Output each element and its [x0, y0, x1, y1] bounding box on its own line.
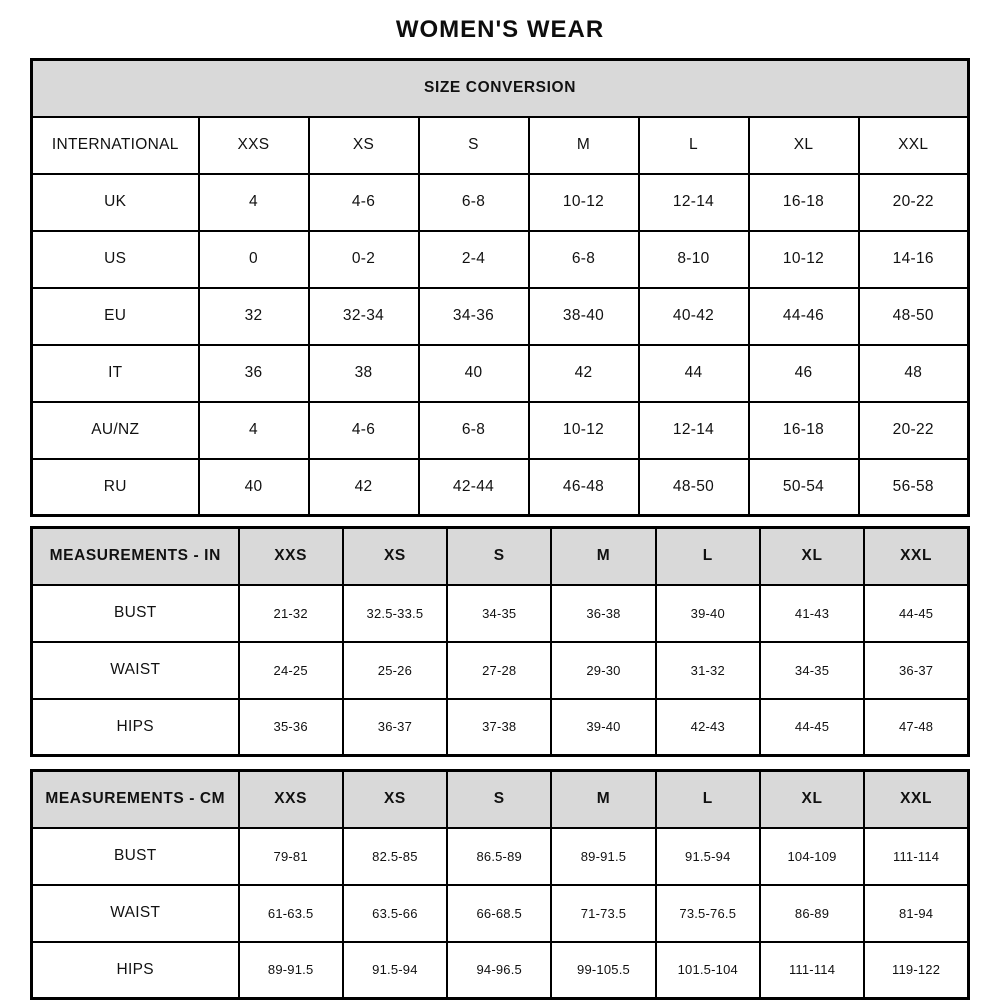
table-row [32, 288, 969, 345]
size-conversion-header: SIZE CONVERSION [32, 60, 969, 117]
measurement-cell: 31-32 [656, 642, 760, 699]
size-column-header: XL [760, 771, 864, 828]
size-cell: 44 [639, 345, 749, 402]
size-cell: 40 [419, 345, 529, 402]
measurement-cell: 94-96.5 [447, 942, 551, 999]
measurement-cell: 111-114 [864, 828, 968, 885]
measurement-cell: 44-45 [760, 699, 864, 756]
measurement-cell: 63.5-66 [343, 885, 447, 942]
size-column-header: L [656, 771, 760, 828]
table-row [32, 402, 969, 459]
measurement-cell: 41-43 [760, 585, 864, 642]
measurement-cell: 86.5-89 [447, 828, 551, 885]
measurement-cell: 35-36 [239, 699, 343, 756]
table-row [32, 885, 969, 942]
size-column-header: M [551, 528, 655, 585]
column-header-international: INTERNATIONAL [32, 117, 199, 174]
table-row [32, 828, 969, 885]
row-label: RU [32, 459, 199, 516]
measurement-cell: 24-25 [239, 642, 343, 699]
measurements-cm-table [30, 769, 970, 1000]
measurement-cell: 91.5-94 [656, 828, 760, 885]
measurement-cell: 39-40 [656, 585, 760, 642]
measurement-cell: 36-38 [551, 585, 655, 642]
table-row [32, 60, 969, 117]
size-column-header: XXS [239, 771, 343, 828]
measurement-cell: 25-26 [343, 642, 447, 699]
measurement-cell: 34-35 [447, 585, 551, 642]
size-cell: 14-16 [859, 231, 969, 288]
size-column-header: XS [343, 771, 447, 828]
size-cell: 50-54 [749, 459, 859, 516]
size-cell: 0 [199, 231, 309, 288]
size-cell: 48 [859, 345, 969, 402]
table-row [32, 117, 969, 174]
measurement-cell: 86-89 [760, 885, 864, 942]
size-cell: 42 [529, 345, 639, 402]
row-label: WAIST [32, 885, 239, 942]
measurement-cell: 81-94 [864, 885, 968, 942]
size-column-header: XL [749, 117, 859, 174]
size-column-header: XXL [864, 528, 968, 585]
size-cell: 16-18 [749, 174, 859, 231]
table-row [32, 642, 969, 699]
size-cell: 2-4 [419, 231, 529, 288]
table-row [32, 174, 969, 231]
table-row [32, 585, 969, 642]
size-cell: 46-48 [529, 459, 639, 516]
table-row [32, 699, 969, 756]
measurement-cell: 104-109 [760, 828, 864, 885]
size-cell: 20-22 [859, 402, 969, 459]
size-column-header: XXL [864, 771, 968, 828]
measurement-cell: 89-91.5 [551, 828, 655, 885]
size-column-header: XS [309, 117, 419, 174]
table-row [32, 771, 969, 828]
size-column-header: S [447, 528, 551, 585]
measurement-cell: 111-114 [760, 942, 864, 999]
size-cell: 6-8 [419, 402, 529, 459]
size-column-header: L [639, 117, 749, 174]
size-cell: 4 [199, 174, 309, 231]
row-label: BUST [32, 585, 239, 642]
measurement-cell: 39-40 [551, 699, 655, 756]
size-cell: 32-34 [309, 288, 419, 345]
size-conversion-table [30, 58, 970, 517]
measurement-cell: 37-38 [447, 699, 551, 756]
row-label: AU/NZ [32, 402, 199, 459]
measurement-cell: 119-122 [864, 942, 968, 999]
size-cell: 38-40 [529, 288, 639, 345]
size-cell: 44-46 [749, 288, 859, 345]
size-column-header: XXS [199, 117, 309, 174]
size-column-header: XXS [239, 528, 343, 585]
size-column-header: XS [343, 528, 447, 585]
size-cell: 6-8 [529, 231, 639, 288]
size-cell: 32 [199, 288, 309, 345]
size-cell: 56-58 [859, 459, 969, 516]
row-label: WAIST [32, 642, 239, 699]
size-cell: 46 [749, 345, 859, 402]
measurement-cell: 32.5-33.5 [343, 585, 447, 642]
size-cell: 10-12 [529, 402, 639, 459]
measurement-cell: 36-37 [343, 699, 447, 756]
measurement-cell: 42-43 [656, 699, 760, 756]
size-cell: 4-6 [309, 402, 419, 459]
size-cell: 10-12 [749, 231, 859, 288]
measurement-cell: 71-73.5 [551, 885, 655, 942]
size-column-header: L [656, 528, 760, 585]
measurements-in-table [30, 526, 970, 757]
size-cell: 40-42 [639, 288, 749, 345]
measurement-cell: 27-28 [447, 642, 551, 699]
size-column-header: XL [760, 528, 864, 585]
size-cell: 40 [199, 459, 309, 516]
measurement-cell: 101.5-104 [656, 942, 760, 999]
measurement-cell: 82.5-85 [343, 828, 447, 885]
table-row [32, 231, 969, 288]
size-column-header: XXL [859, 117, 969, 174]
size-cell: 8-10 [639, 231, 749, 288]
size-cell: 16-18 [749, 402, 859, 459]
size-cell: 34-36 [419, 288, 529, 345]
row-label: EU [32, 288, 199, 345]
size-cell: 12-14 [639, 174, 749, 231]
measurement-cell: 79-81 [239, 828, 343, 885]
size-cell: 42 [309, 459, 419, 516]
size-cell: 4-6 [309, 174, 419, 231]
measurement-cell: 36-37 [864, 642, 968, 699]
size-cell: 4 [199, 402, 309, 459]
row-label: BUST [32, 828, 239, 885]
table-row [32, 345, 969, 402]
row-label: IT [32, 345, 199, 402]
size-cell: 48-50 [859, 288, 969, 345]
measurements-cm-header: MEASUREMENTS - CM [32, 771, 239, 828]
table-row [32, 528, 969, 585]
measurement-cell: 89-91.5 [239, 942, 343, 999]
size-cell: 12-14 [639, 402, 749, 459]
measurement-cell: 29-30 [551, 642, 655, 699]
row-label: UK [32, 174, 199, 231]
measurement-cell: 99-105.5 [551, 942, 655, 999]
measurement-cell: 47-48 [864, 699, 968, 756]
size-cell: 0-2 [309, 231, 419, 288]
size-cell: 48-50 [639, 459, 749, 516]
measurements-in-header: MEASUREMENTS - IN [32, 528, 239, 585]
measurement-cell: 21-32 [239, 585, 343, 642]
table-row [32, 942, 969, 999]
size-cell: 42-44 [419, 459, 529, 516]
size-cell: 20-22 [859, 174, 969, 231]
row-label: HIPS [32, 942, 239, 999]
measurement-cell: 73.5-76.5 [656, 885, 760, 942]
size-cell: 38 [309, 345, 419, 402]
size-column-header: M [529, 117, 639, 174]
size-column-header: M [551, 771, 655, 828]
measurement-cell: 66-68.5 [447, 885, 551, 942]
measurement-cell: 44-45 [864, 585, 968, 642]
size-column-header: S [419, 117, 529, 174]
page-title: WOMEN'S WEAR [395, 16, 605, 43]
size-cell: 6-8 [419, 174, 529, 231]
measurement-cell: 91.5-94 [343, 942, 447, 999]
size-column-header: S [447, 771, 551, 828]
measurement-cell: 34-35 [760, 642, 864, 699]
table-row [32, 459, 969, 516]
row-label: HIPS [32, 699, 239, 756]
row-label: US [32, 231, 199, 288]
size-cell: 36 [199, 345, 309, 402]
size-cell: 10-12 [529, 174, 639, 231]
measurement-cell: 61-63.5 [239, 885, 343, 942]
